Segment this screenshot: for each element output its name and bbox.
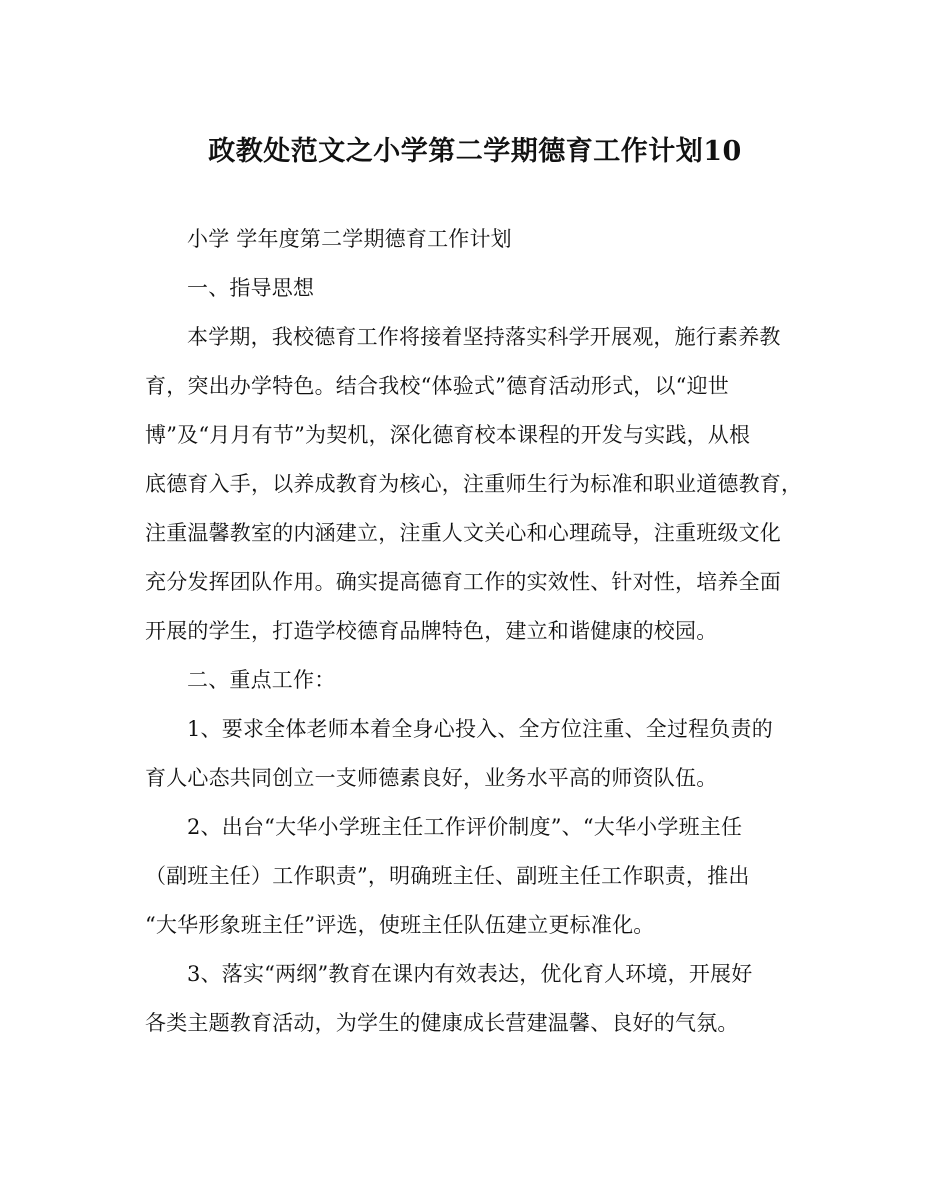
- text-line: 育人心态共同创立一支师德素良好，业务水平高的师资队伍。: [145, 766, 718, 790]
- text-line: 博”及“月月有节”为契机，深化德育校本课程的开发与实践，从根: [145, 423, 751, 447]
- text-line: 注重温馨教室的内涵建立，注重人文关心和心理疏导，注重班级文化: [145, 521, 781, 545]
- text-line: 本学期，我校德育工作将接着坚持落实科学开展观，施行素养教: [187, 325, 781, 349]
- text-line: 1、要求全体老师本着全身心投入、全方位注重、全过程负责的: [187, 717, 773, 741]
- text-line: 开展的学生，打造学校德育品牌特色，建立和谐健康的校园。: [145, 619, 718, 643]
- text-line: “大华形象班主任”评选，使班主任队伍建立更标准化。: [145, 913, 655, 937]
- text-line: 3、落实“两纲”教育在课内有效表达，优化育人环境，开展好: [187, 962, 753, 986]
- text-line: 2、出台“大华小学班主任工作评价制度”、“大华小学班主任: [187, 815, 743, 839]
- document-title: 政教处范文之小学第二学期德育工作计划10: [208, 136, 742, 167]
- text-line: 各类主题教育活动，为学生的健康成长营建温馨、良好的气氛。: [145, 1011, 739, 1035]
- text-line: 一、指导思想: [187, 276, 315, 300]
- text-line: 底德育入手，以养成教育为核心，注重师生行为标准和职业道德教育，: [145, 472, 803, 496]
- document-body: [145, 219, 815, 1052]
- text-line: 二、重点工作：: [187, 668, 336, 692]
- text-line: 小学 学年度第二学期德育工作计划: [187, 227, 512, 251]
- text-line: 充分发挥团队作用。确实提高德育工作的实效性、针对性，培养全面: [145, 570, 781, 594]
- text-line: （副班主任）工作职责”，明确班主任、副班主任工作职责，推出: [145, 864, 750, 888]
- text-line: 育，突出办学特色。结合我校“体验式”德育活动形式，以“迎世: [145, 374, 730, 398]
